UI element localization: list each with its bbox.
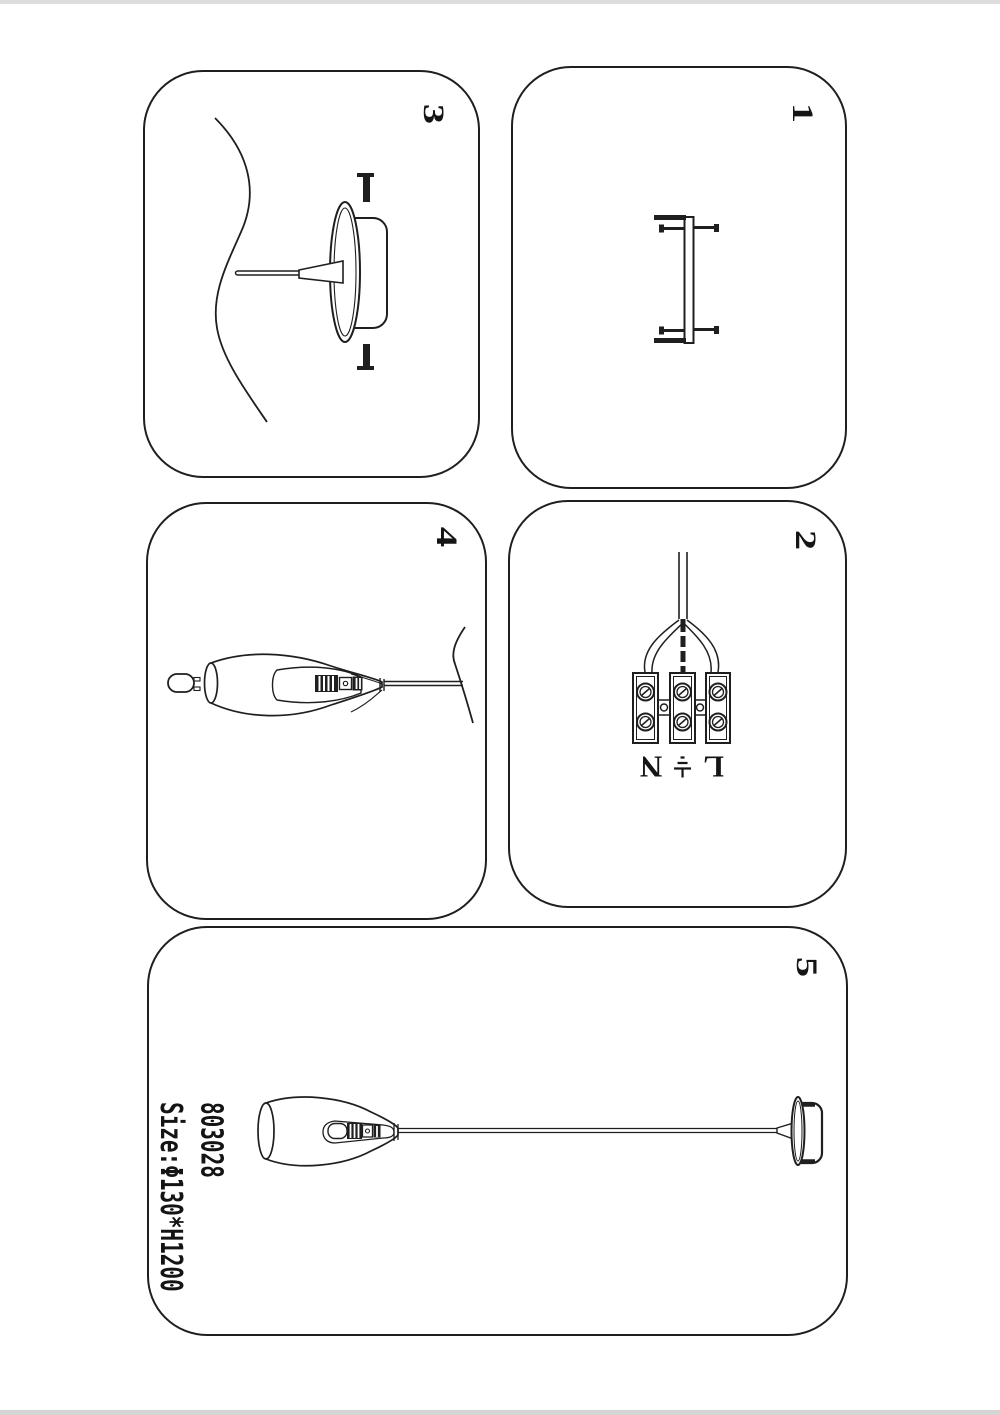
scan-edge-artifact-top [0,0,1000,4]
scan-edge-artifact-bottom [0,1410,1000,1415]
product-code: 803028 [194,1102,230,1178]
size-label: Size:Φ130*H1200 [153,1102,189,1292]
earth-ground-icon [673,755,692,779]
panel-step-1 [511,66,847,489]
step-number-1: 1 [786,102,819,124]
step-number-3: 3 [417,103,450,125]
product-info-text [151,1102,232,1292]
step-number-2: 2 [789,529,822,551]
panel-step-4 [146,502,487,920]
neutral-terminal-label: N [639,749,663,785]
terminal-labels [639,749,725,785]
panel-step-5 [147,926,848,1336]
step-number-4: 4 [430,526,463,548]
step-number-5: 5 [790,956,823,978]
live-terminal-label: L [703,749,725,785]
panel-step-2 [508,500,847,908]
panel-step-3 [143,70,480,478]
